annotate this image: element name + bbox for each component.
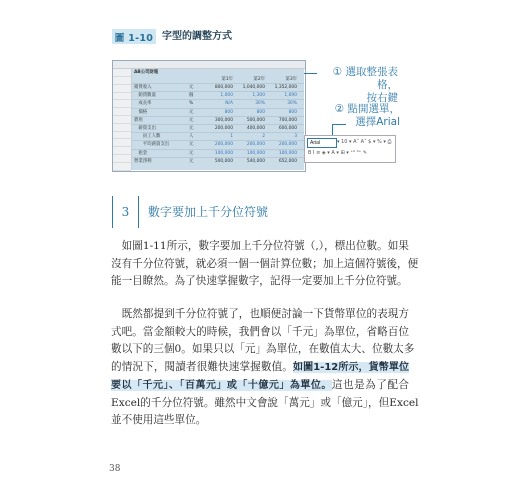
sheet-row-label: 成長率 [134, 101, 152, 107]
page-number: 38 [109, 464, 121, 474]
sheet-value-cell: 500,000 [246, 117, 265, 123]
paragraph-2 [111, 306, 419, 430]
sheet-row-unit: 元 [189, 142, 194, 148]
sheet-row-label: 費用 [134, 117, 143, 123]
sheet-value-cell: 200,000 [214, 142, 233, 148]
sheet-row-label: 薪資支出 [134, 126, 156, 131]
sheet-value-cell: 800,000 [214, 85, 233, 90]
sheet-value-cell: 540,000 [246, 158, 265, 164]
callout-1-leader [304, 73, 317, 74]
sheet-row-unit: % [189, 101, 194, 107]
paragraph-2-line-3: 數以下的三個0。如果只以「元」為單位，在數值太大、位數太多 [111, 343, 415, 356]
sheet-value-cell: 1,690 [284, 93, 297, 99]
paragraph-2-line-1: 既然都提到千分位符號了，也順便討論一下貨幣單位的表現方 [111, 308, 409, 320]
sheet-value-cell: 30% [287, 101, 297, 107]
paragraph-1-line-3: 能一目瞭然。為了快速掌握數字，記得一定要加上千分位符號。 [111, 275, 408, 288]
sheet-value-cell: 3 [294, 134, 297, 140]
callout-step-1 [318, 66, 398, 105]
sheet-row-label: 營業淨利 [134, 158, 152, 164]
col-header-year1: 第1年 [221, 77, 233, 82]
callout-step-1-line-2: 按右鍵 [366, 92, 398, 104]
sheet-row-unit: 元 [189, 126, 194, 131]
sheet-value-cell: 30% [255, 101, 265, 107]
callout-step-1-line-1: ① 選取整張表格， [332, 66, 398, 91]
toolbar-row-2: B I ≡ ◈ ▾ A ▾ ⊞ ▾ ⁺⁰ ⁰⁺ ✎ [308, 150, 368, 156]
sheet-value-cell: 652,000 [278, 158, 297, 164]
sheet-row-label: 平均薪資支出 [134, 142, 170, 148]
sheet-row-unit: 個 [189, 93, 194, 99]
sheet-value-cell: N/A [225, 101, 233, 107]
sheet-value-cell: 100,000 [278, 150, 297, 156]
highlight-text-2: 要以「千元」、「百萬元」或「十億元」為單位。 [111, 379, 332, 391]
paragraph-2-line-7: 並不使用這些單位。 [111, 414, 207, 427]
sheet-value-cell: 800 [288, 109, 297, 115]
sheet-value-cell: 1 [230, 134, 233, 140]
figure-number-badge: 圖 1-10 [112, 29, 156, 44]
sheet-value-cell: 100,000 [214, 150, 233, 156]
sheet-cells [113, 61, 305, 171]
paragraph-2-line-5 [111, 377, 409, 395]
font-name-dropdown[interactable]: Arial [307, 138, 337, 148]
sheet-value-cell: 2 [262, 134, 265, 140]
sheet-row-unit: 元 [189, 150, 194, 156]
sheet-row-unit: 元 [189, 117, 194, 123]
sheet-value-cell: 800 [256, 109, 265, 115]
sheet-value-cell: 600,000 [278, 126, 297, 131]
sheet-value-cell: 400,000 [246, 126, 265, 131]
sheet-value-cell: 500,000 [214, 158, 233, 164]
sheet-row-label: 員工人數 [134, 134, 161, 140]
figure-title: 字型的調整方式 [162, 31, 232, 42]
sheet-row-unit: 人 [189, 134, 194, 140]
sheet-row-label: 銷貨數量 [134, 93, 156, 99]
toolbar-row-1: ▾ 10 ▾ A˄ A˅ $ ▾ % ▾ ⎙ [337, 139, 392, 145]
sheet-value-cell: 800 [224, 109, 233, 115]
sheet-value-cell: 200,000 [246, 142, 265, 148]
table-title-cell: AB公司財報 [134, 70, 159, 75]
paragraph-2-line-5-text: 這也是為了配合 [331, 378, 410, 391]
callout-2-leader-h [332, 124, 346, 125]
callout-step-2-line-1: ② 點開選單， [334, 103, 400, 115]
highlight-text-1: 如圖1-12所示，貨幣單位 [292, 362, 410, 374]
sheet-row-unit: 元 [189, 109, 194, 115]
sheet-row-label: 價格 [134, 109, 148, 115]
sheet-value-cell: 1,000 [220, 93, 233, 99]
section-bar-right [138, 196, 139, 228]
sheet-value-cell: 200,000 [214, 126, 233, 131]
sheet-row-unit: 元 [189, 158, 194, 164]
paragraph-1-line-2: 沒有千分位符號，就必須一個一個計算位數；加上這個符號後，便 [111, 257, 419, 270]
sheet-value-cell: 700,000 [278, 117, 297, 123]
col-header-year3: 第3年 [285, 77, 297, 82]
paragraph-2-line-4-text: 的情況下，閱讀者很難快速掌握數值。 [111, 361, 293, 374]
sheet-row-label: 銷貨收入 [134, 85, 152, 90]
paragraph-2-line-6: Excel的千分位符號。雖然中文會說「萬元」或「億元」，但Excel [111, 396, 419, 409]
paragraph-1-line-1: 如圖1-11所示，數字要加上千分位符號（,），標出位數。如果 [111, 240, 409, 252]
sheet-value-cell: 200,000 [278, 142, 297, 148]
paragraph-2-line-4 [111, 359, 409, 377]
col-header-year2: 第2年 [253, 77, 265, 82]
paragraph-2-line-2: 式吧。當金額較大的時候，我們會以「千元」為單位，省略百位 [111, 325, 409, 338]
sheet-value-cell: 1,300 [252, 93, 265, 99]
sheet-value-cell: 1,040,000 [242, 85, 265, 90]
callout-step-2-line-2: 選擇Arial [355, 116, 400, 128]
sheet-value-cell: 300,000 [214, 117, 233, 123]
section-title: 數字要加上千分位符號 [148, 205, 269, 219]
sheet-row-label: 租金 [134, 150, 148, 156]
sheet-value-cell: 100,000 [246, 150, 265, 156]
sheet-value-cell: 1,352,000 [274, 85, 297, 90]
section-number: 3 [121, 205, 130, 219]
sheet-row-unit: 元 [189, 85, 194, 90]
spreadsheet-figure [112, 60, 306, 172]
mini-format-toolbar [304, 135, 396, 163]
paragraph-1 [111, 238, 419, 291]
